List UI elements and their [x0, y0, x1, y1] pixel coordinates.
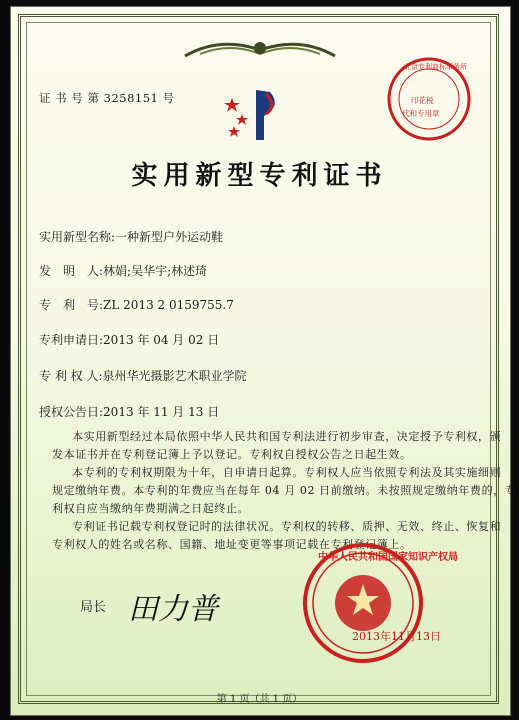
- body-line: 专利权人的姓名或名称、国籍、地址变更等事项记载在专利登记簿上。: [52, 538, 412, 551]
- field-patent-no: [39, 296, 234, 313]
- patent-no-label: 专 利 号:: [39, 298, 104, 312]
- page-title: 实用新型专利证书: [131, 161, 388, 191]
- stamp-text-bottom: 代和专用章: [402, 109, 440, 118]
- name-value: 一种新型户外运动鞋: [115, 230, 224, 244]
- filing-date-label: 专利申请日:: [39, 333, 104, 347]
- signature: 田力普: [128, 592, 218, 627]
- body-line: 专利证书记载专利权登记时的法律状况。专利权的转移、质押、无效、终止、恢复和: [72, 520, 502, 533]
- inventor-label: 发 明 人:: [39, 264, 104, 278]
- patent-office-logo-icon: [222, 86, 292, 142]
- stamp-inner-text: 印花税: [411, 96, 434, 105]
- seal-date: 2013年11月13日: [352, 630, 441, 643]
- body-line: 本实用新型经过本局依照中华人民共和国专利法进行初步审查，决定授予专利权，颁: [72, 430, 502, 443]
- seal-ring-text: 中华人民共和国国家知识产权局: [318, 552, 458, 563]
- field-filing-date: [39, 331, 219, 348]
- patentee-label: 专 利 权 人:: [39, 369, 103, 383]
- body-line: 利权自应当缴纳年费期满之日起终止。: [52, 502, 250, 515]
- field-inventor: [39, 262, 207, 279]
- field-name: [39, 228, 223, 245]
- grant-date-label: 授权公告日:: [39, 405, 104, 419]
- body-line: 规定缴纳年费。本专利的年费应当在每年 04 月 02 日前缴纳。未按照规定缴纳年费的，专: [52, 484, 517, 497]
- field-patentee: [39, 367, 247, 384]
- body-line: 发本证书并在专利登记簿上予以登记。专利权自授权公告之日起生效。: [52, 448, 412, 461]
- patent-no-value: ZL 2013 2 0159755.7: [103, 298, 234, 312]
- ornament-crest: [180, 36, 340, 62]
- page-footer: 第 1 页（共 1 页）: [216, 694, 303, 705]
- stamp-text-top: 北京专利商标事务所: [404, 63, 467, 71]
- inventor-value: 林娟;吴华宇;林述琦: [103, 264, 208, 278]
- certificate-number: 证 书 号 第 3258151 号: [39, 91, 175, 105]
- grant-date-value: 2013 年 11 月 13 日: [103, 405, 220, 419]
- field-grant-date: [39, 403, 219, 420]
- director-label: 局长: [80, 600, 107, 615]
- body-line: 本专利的专利权期限为十年，自申请日起算。专利权人应当依照专利法及其实施细则: [72, 466, 502, 479]
- name-label: 实用新型名称:: [39, 230, 116, 244]
- patentee-value: 泉州华光摄影艺术职业学院: [102, 369, 247, 383]
- filing-date-value: 2013 年 04 月 02 日: [103, 333, 220, 347]
